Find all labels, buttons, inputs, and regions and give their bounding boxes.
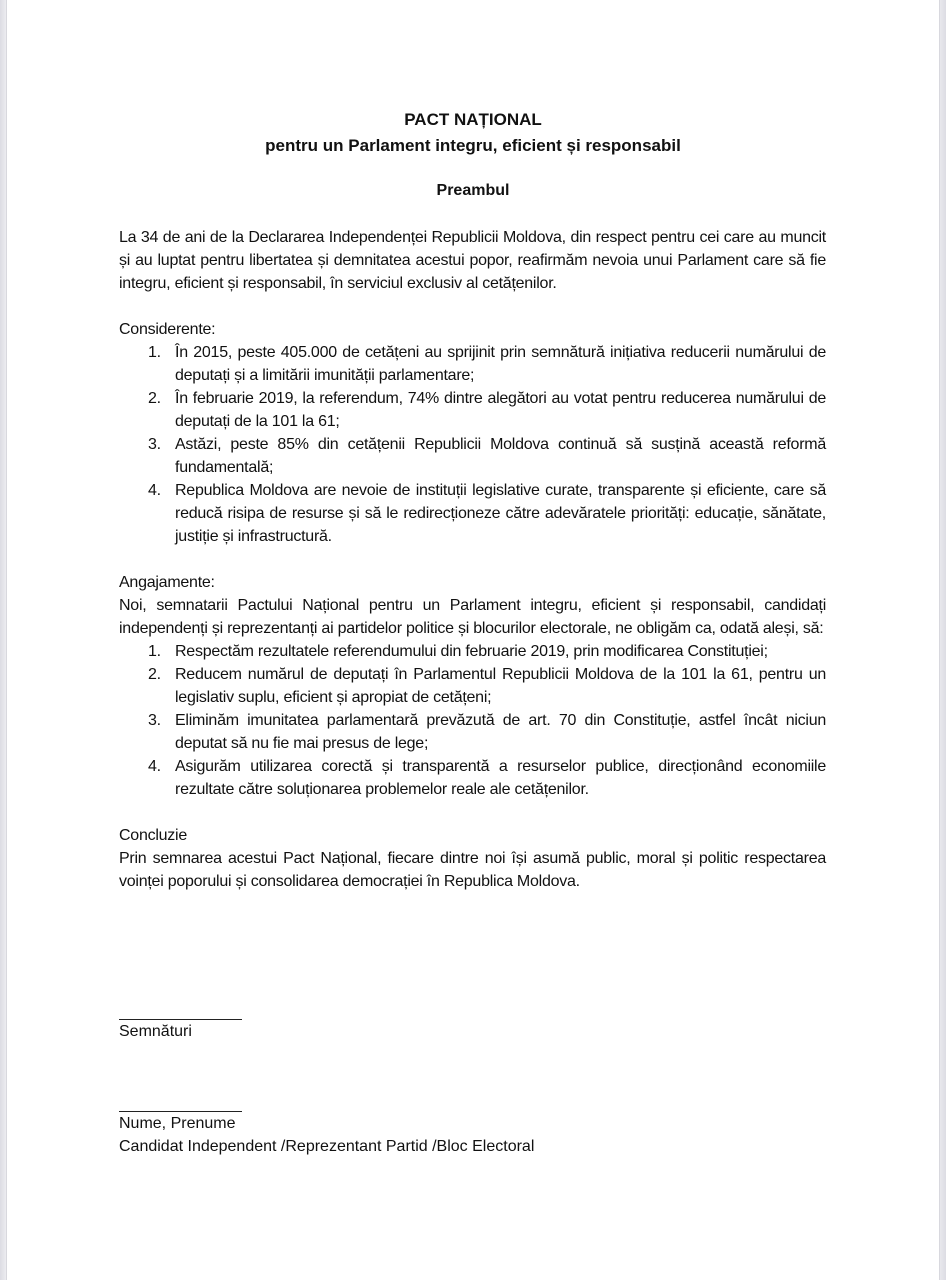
list-item: 4. Republica Moldova are nevoie de instituții legislative curate, transparente și eficiente, care să reducă risipa de resurse și să le redirecționeze către adevăratele priorități: educație, sănătate, justiție și infrastructură.: [148, 482, 826, 545]
preamble-text: La 34 de ani de la Declararea Independenței Republicii Moldova, din respect pentru cei care au muncit și au luptat pentru libertatea și demnitatea acestui popor, reafirmăm nevoia unui Parlament care să fie integru, eficient și responsabil, în serviciul exclusiv al cetățenilor.: [119, 229, 826, 292]
concluzie-text: Prin semnarea acestui Pact Național, fiecare dintre noi își asumă public, moral și politic respectarea voinței poporului și consolidarea democrației în Republica Moldova.: [119, 850, 826, 890]
list-item: 2. Reducem numărul de deputați în Parlamentul Republicii Moldova de la 101 la 61, pentru un legislativ suplu, eficient și apropiat de cetățeni;: [148, 666, 826, 706]
list-item: 2. În februarie 2019, la referendum, 74% dintre alegători au votat pentru reducerea numărului de deputați de la 101 la 61;: [148, 390, 826, 430]
list-item: 3. Eliminăm imunitatea parlamentară prevăzută de art. 70 din Constituție, astfel încât niciun deputat să nu fie mai presus de lege;: [148, 712, 826, 752]
list-item: 1. Respectăm rezultatele referendumului din februarie 2019, prin modificarea Constituției;: [148, 643, 768, 660]
list-item: 3. Astăzi, peste 85% din cetățenii Republicii Moldova continuă să susțină această reformă fundamentală;: [148, 436, 826, 476]
signature-label: Semnături: [119, 1023, 192, 1040]
angajamente-intro: Noi, semnatarii Pactului Național pentru un Parlament integru, eficient și responsabil, candidați independenți și reprezentanți ai partidelor politice și blocurilor electorale, ne obligăm ca, odată aleși, să:: [119, 597, 826, 637]
concluzie-label: Concluzie: [119, 827, 188, 844]
name-block: [119, 1111, 534, 1158]
angajamente-list: [119, 640, 826, 801]
preamble-heading: Preambul: [436, 182, 510, 199]
list-item: 1. În 2015, peste 405.000 de cetățeni au sprijinit prin semnătură inițiativa reducerii numărului de deputați și a limitării imunității parlamentare;: [148, 344, 826, 384]
considerente-label: Considerente:: [119, 321, 216, 338]
angajamente-label: Angajamente:: [119, 574, 215, 591]
name-label: Nume, Prenume: [119, 1115, 236, 1132]
role-label: Candidat Independent /Reprezentant Partid /Bloc Electoral: [119, 1138, 535, 1155]
considerente-list: [119, 341, 826, 548]
list-item: 4. Asigurăm utilizarea corectă și transparentă a resurselor publice, direcționând economiile rezultate către soluționarea problemelor reale ale cetățenilor.: [148, 758, 826, 798]
signature-block: [119, 1019, 242, 1043]
document-title: PACT NAȚIONAL: [404, 110, 542, 129]
document-subtitle: pentru un Parlament integru, eficient și responsabil: [265, 136, 681, 155]
document-body: [119, 226, 826, 893]
